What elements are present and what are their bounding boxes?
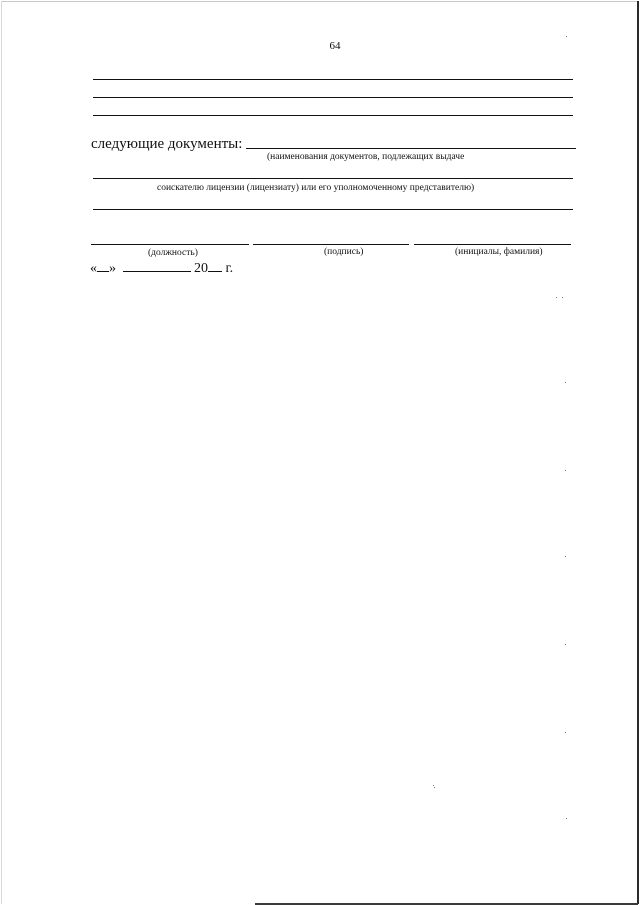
page-number: 64 (329, 40, 341, 52)
day-blank (97, 259, 109, 272)
documents-label: следующие документы: (91, 136, 243, 152)
scan-speck (562, 297, 563, 298)
date-open-quote: « (90, 261, 97, 276)
scan-speck (556, 297, 557, 298)
scan-speck (565, 732, 566, 733)
year-suffix: г. (225, 261, 234, 276)
blank-line-2 (93, 97, 573, 98)
documents-blank-line (246, 148, 576, 149)
scan-speck (565, 644, 566, 645)
caption-position: (должность) (148, 248, 198, 258)
scan-edge-right (637, 1, 639, 904)
caption-recipient: соискателю лицензии (лицензиату) или его уполномоченному представителю) (157, 183, 475, 193)
scan-edge-top (1, 1, 638, 2)
blank-line-1 (93, 79, 573, 80)
year-blank (208, 259, 222, 272)
month-blank (123, 259, 191, 272)
date-close-quote: » (109, 261, 116, 276)
blank-line-5 (93, 209, 573, 210)
scan-speck (565, 470, 566, 471)
scan-speck (434, 787, 435, 788)
caption-document-names: (наименования документов, подлежащих выдаче (267, 152, 465, 162)
caption-name: (инициалы, фамилия) (455, 247, 543, 257)
signature-line (253, 244, 409, 245)
scan-speck (566, 818, 567, 819)
caption-signature: (подпись) (324, 247, 364, 257)
blank-line-3 (93, 115, 573, 116)
year-prefix: 20 (194, 261, 208, 276)
date-line (90, 259, 233, 277)
scan-speck (565, 556, 566, 557)
scan-speck (566, 36, 567, 37)
scan-edge-left (1, 1, 2, 904)
scan-speck (433, 785, 434, 786)
blank-line-4 (93, 178, 573, 179)
scan-speck (565, 382, 566, 383)
position-signature-line (91, 244, 249, 245)
name-signature-line (414, 244, 571, 245)
